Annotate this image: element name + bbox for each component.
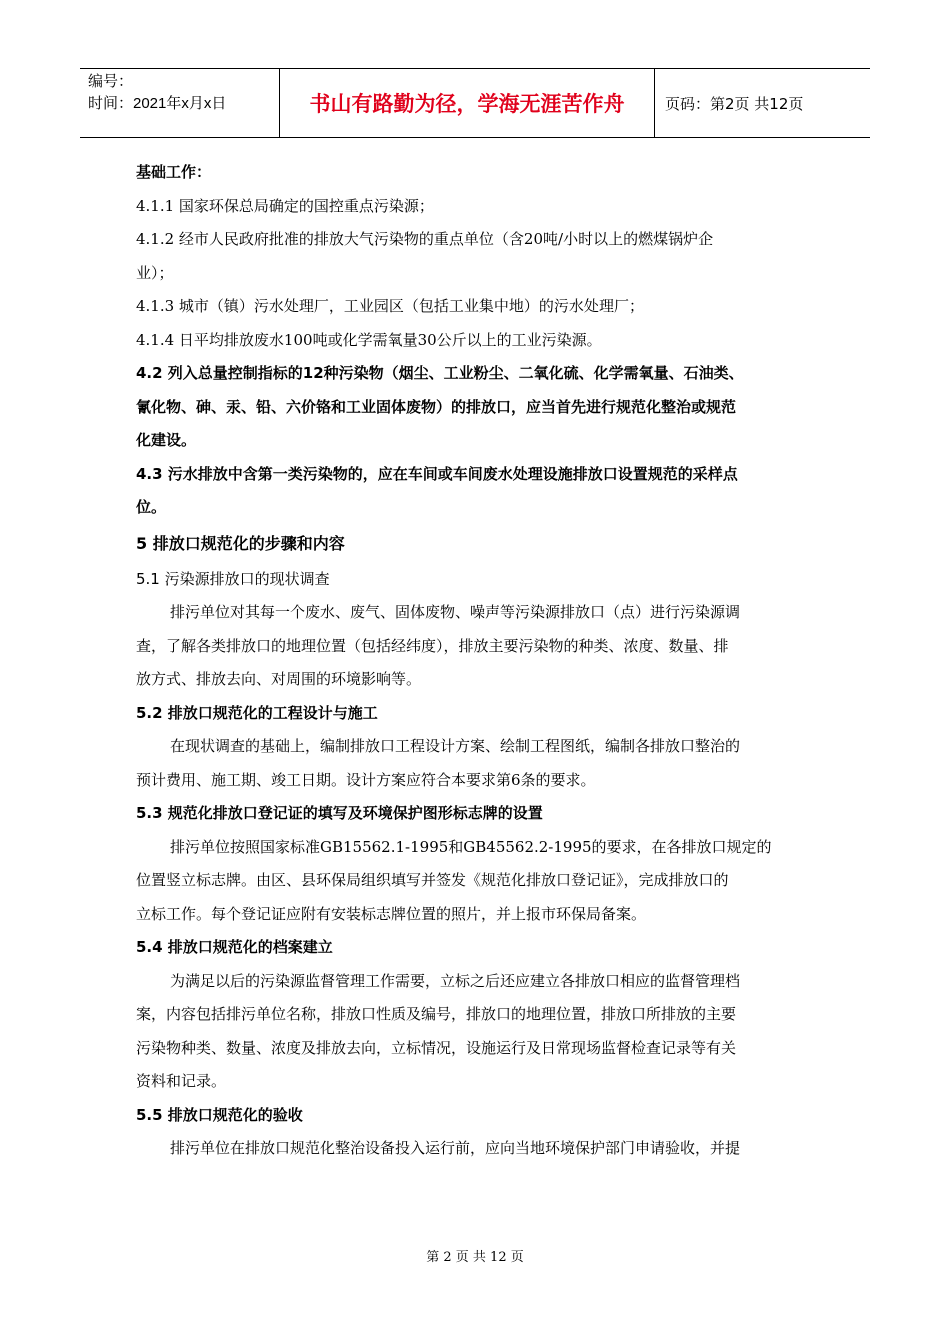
section-5-4-line1: 为满足以后的污染源监督管理工作需要，立标之后还应建立各排放口相应的监督管理档 <box>170 971 741 990</box>
section-5-2-line1: 在现状调查的基础上，编制排放口工程设计方案、绘制工程图纸，编制各排放口整治的 <box>170 737 741 755</box>
document-body <box>136 156 816 1166</box>
item-4-1-2-line2: 业）； <box>136 263 174 282</box>
section-5-title: 5 排放口规范化的步骤和内容 <box>136 533 345 553</box>
item-4-1-2-line1: 4.1.2 经市人民政府批准的排放大气污染物的重点单位（含20吨/小时以上的燃煤锅炉企 <box>136 230 714 248</box>
section-5-4-line4: 资料和记录。 <box>136 1072 227 1090</box>
section-5-1-line1: 排污单位对其每一个废水、废气、固体废物、噪声等污染源排放口（点）进行污染源调 <box>170 603 741 621</box>
item-4-3-line2: 位。 <box>136 498 167 516</box>
item-4-2-line1: 4.2 列入总量控制指标的12种污染物（烟尘、工业粉尘、二氧化硫、化学需氧量、石油类、 <box>136 364 744 382</box>
section-5-3-title: 5.3 规范化排放口登记证的填写及环境保护图形标志牌的设置 <box>136 804 543 822</box>
section-5-5-title: 5.5 排放口规范化的验收 <box>136 1105 303 1124</box>
item-4-1-3: 4.1.3 城市（镇）污水处理厂，工业园区（包括工业集中地）的污水处理厂； <box>136 297 644 315</box>
page-footer: 第 2 页 共 12 页 <box>426 1250 524 1265</box>
section-5-4-title: 5.4 排放口规范化的档案建立 <box>136 938 333 956</box>
item-4-3-line1: 4.3 污水排放中含第一类污染物的，应在车间或车间废水处理设施排放口设置规范的采样点 <box>136 464 738 483</box>
section-5-3-line2: 位置竖立标志牌。由区、县环保局组织填写并签发《规范化排放口登记证》，完成排放口的 <box>136 871 729 889</box>
section-5-2-line2: 预计费用、施工期、竣工日期。设计方案应符合本要求第6条的要求。 <box>136 770 596 789</box>
document-number: 编号： <box>88 73 134 90</box>
section-5-3-line1: 排污单位按照国家标准GB15562.1-1995和GB45562.2-1995的要求，在各排放口规定的 <box>170 837 772 856</box>
section-5-3-line3: 立标工作。每个登记证应附有安装标志牌位置的照片，并上报市环保局备案。 <box>136 904 647 923</box>
section-5-5-line1: 排污单位在排放口规范化整治设备投入运行前，应向当地环境保护部门申请验收，并提 <box>170 1139 741 1157</box>
section-5-1-line2: 查，了解各类排放口的地理位置（包括经纬度），排放主要污染物的种类、浓度、数量、排 <box>136 636 729 655</box>
section-5-4-line2: 案，内容包括排污单位名称，排放口性质及编号，排放口的地理位置，排放口所排放的主要 <box>136 1005 737 1023</box>
section-5-2-title: 5.2 排放口规范化的工程设计与施工 <box>136 703 378 722</box>
item-4-1-4: 4.1.4 日平均排放废水100吨或化学需氧量30公斤以上的工业污染源。 <box>136 330 602 349</box>
header-motto: 书山有路勤为径，学海无涯苦作舟 <box>280 69 655 137</box>
section-5-4-line3: 污染物种类、数量、浓度及排放去向，立标情况，设施运行及日常现场监督检查记录等有关 <box>136 1038 737 1057</box>
page-header <box>80 68 870 138</box>
section-5-1-title: 5.1 污染源排放口的现状调查 <box>136 569 330 588</box>
document-date: 时间：2021年x月x日 <box>88 95 227 112</box>
item-4-2-line3: 化建设。 <box>136 431 197 449</box>
basic-work-heading: 基础工作： <box>136 163 212 181</box>
item-4-1-1: 4.1.1 国家环保总局确定的国控重点污染源； <box>136 196 434 215</box>
item-4-2-line2: 氰化物、砷、汞、铅、六价铬和工业固体废物）的排放口，应当首先进行规范化整治或规范 <box>136 397 737 416</box>
header-page-info: 页码：第2页 共12页 <box>665 94 804 113</box>
header-meta <box>80 69 280 137</box>
section-5-1-line3: 放方式、排放去向、对周围的环境影响等。 <box>136 670 422 688</box>
